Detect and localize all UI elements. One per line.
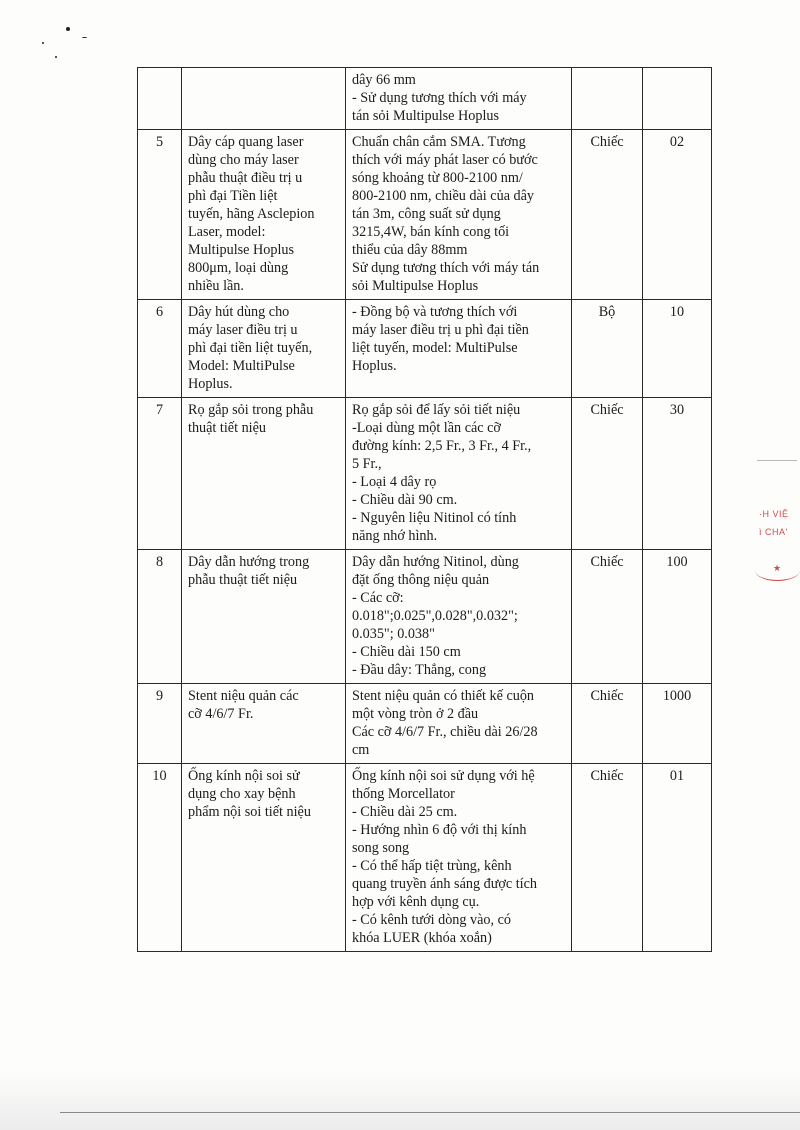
spec-line: 800-2100 nm, chiều dài của dây	[352, 188, 535, 204]
item-name-cell	[182, 764, 346, 952]
unit-cell: Chiếc	[572, 764, 643, 952]
spec-line: dây 66 mm	[352, 72, 416, 88]
table-row	[138, 68, 712, 130]
unit-cell: Chiếc	[572, 398, 643, 550]
quantity-cell: 100	[643, 550, 712, 684]
item-name-line: 800μm, loại dùng	[188, 260, 289, 276]
quantity-cell	[643, 68, 712, 130]
scan-speck	[55, 56, 57, 58]
row-number-cell: 7	[138, 398, 182, 550]
spec-line: - Có thể hấp tiệt trùng, kênh	[352, 858, 512, 874]
item-name-line: thuật tiết niệu	[188, 420, 267, 436]
item-name-line: Stent niệu quản các	[188, 688, 299, 704]
spec-line: - Loại 4 dây rọ	[352, 474, 437, 490]
stamp-star-icon: ★	[773, 563, 782, 573]
item-name-line: phẫu thuật điều trị u	[188, 170, 303, 186]
item-name-line: Multipulse Hoplus	[188, 242, 295, 258]
spec-line: một vòng tròn ở 2 đầu	[352, 706, 479, 722]
item-name-cell	[182, 398, 346, 550]
row-number-cell: 9	[138, 684, 182, 764]
quantity-cell: 30	[643, 398, 712, 550]
spec-line: sỏi Multipulse Hoplus	[352, 278, 479, 294]
spec-line: 5 Fr.,	[352, 456, 382, 472]
spec-line: thích với máy phát laser có bước	[352, 152, 538, 168]
row-number-cell: 6	[138, 300, 182, 398]
item-name-line: Ống kính nội soi sử	[188, 768, 300, 784]
item-name-cell	[182, 68, 346, 130]
item-name-cell	[182, 550, 346, 684]
spec-cell	[346, 300, 572, 398]
table-row	[138, 398, 712, 550]
item-name-line: Laser, model:	[188, 224, 266, 240]
spec-line: - Sử dụng tương thích với máy	[352, 90, 527, 106]
spec-line: Dây dẫn hướng Nitinol, dùng	[352, 554, 519, 570]
unit-cell	[572, 68, 643, 130]
quantity-cell: 02	[643, 130, 712, 300]
quantity-cell: 1000	[643, 684, 712, 764]
spec-line: Ống kính nội soi sử dụng với hệ	[352, 768, 535, 784]
spec-line: Rọ gắp sỏi để lấy sỏi tiết niệu	[352, 402, 521, 418]
spec-line: Chuẩn chân cắm SMA. Tương	[352, 134, 526, 150]
scan-speck	[82, 37, 87, 38]
spec-line: - Đồng bộ và tương thích với	[352, 304, 518, 320]
spec-line: Stent niệu quản có thiết kế cuộn	[352, 688, 535, 704]
item-name-cell	[182, 300, 346, 398]
spec-line: - Chiều dài 150 cm	[352, 644, 461, 660]
item-name-line: máy laser điều trị u	[188, 322, 298, 338]
item-name-line: nhiều lần.	[188, 278, 244, 294]
spec-line: sóng khoảng từ 800-2100 nm/	[352, 170, 523, 186]
spec-cell	[346, 550, 572, 684]
table-row	[138, 684, 712, 764]
item-name-line: Dây dẫn hướng trong	[188, 554, 310, 570]
spec-line: thống Morcellator	[352, 786, 455, 802]
scan-speck	[42, 42, 44, 44]
scan-speck	[66, 27, 70, 31]
item-name-line: Model: MultiPulse	[188, 358, 295, 374]
row-number-cell: 10	[138, 764, 182, 952]
quantity-cell: 01	[643, 764, 712, 952]
spec-line: -Loại dùng một lần các cỡ	[352, 420, 501, 436]
spec-line: thiểu của dây 88mm	[352, 242, 468, 258]
spec-cell	[346, 130, 572, 300]
table-row	[138, 130, 712, 300]
item-name-line: phẩm nội soi tiết niệu	[188, 804, 311, 820]
item-name-line: Rọ gắp sỏi trong phẫu	[188, 402, 314, 418]
unit-cell: Bộ	[572, 300, 643, 398]
item-name-line: phì đại tiền liệt tuyến,	[188, 340, 313, 356]
item-name-line: phì đại Tiền liệt	[188, 188, 278, 204]
table-row	[138, 764, 712, 952]
item-name-line: dùng cho máy laser	[188, 152, 299, 168]
spec-line: cm	[352, 742, 370, 758]
spec-line: Hoplus.	[352, 358, 397, 374]
spec-line: máy laser điều trị u phì đại tiền	[352, 322, 529, 338]
spec-line: đặt ống thông niệu quản	[352, 572, 490, 588]
spec-line: Sử dụng tương thích với máy tán	[352, 260, 540, 276]
spec-line: - Nguyên liệu Nitinol có tính	[352, 510, 517, 526]
spec-line: 0.035"; 0.038"	[352, 626, 435, 642]
quantity-cell: 10	[643, 300, 712, 398]
stamp-text-line1: ·H VIỆ	[759, 509, 789, 519]
item-name-line: Dây hút dùng cho	[188, 304, 290, 320]
table-row	[138, 300, 712, 398]
spec-line: - Đầu dây: Thẳng, cong	[352, 662, 487, 678]
item-name-cell	[182, 684, 346, 764]
row-number-cell: 8	[138, 550, 182, 684]
spec-line: 3215,4W, bán kính cong tối	[352, 224, 510, 240]
spec-cell	[346, 684, 572, 764]
spec-line: khóa LUER (khóa xoắn)	[352, 930, 492, 946]
spec-line: tán 3m, công suất sử dụng	[352, 206, 501, 222]
spec-line: - Các cỡ:	[352, 590, 404, 606]
unit-cell: Chiếc	[572, 684, 643, 764]
item-name-line: Hoplus.	[188, 376, 233, 392]
spec-line: quang truyền ánh sáng được tích	[352, 876, 537, 892]
stamp-text-line2: ì CHA'	[759, 527, 788, 537]
unit-cell: Chiếc	[572, 130, 643, 300]
page-bottom-shade	[0, 1070, 800, 1130]
row-number-cell: 5	[138, 130, 182, 300]
spec-cell	[346, 764, 572, 952]
item-name-line: tuyến, hãng Asclepion	[188, 206, 315, 222]
item-name-line: Dây cáp quang laser	[188, 134, 304, 150]
spec-line: liệt tuyến, model: MultiPulse	[352, 340, 518, 356]
row-number-cell	[138, 68, 182, 130]
spec-line: đường kính: 2,5 Fr., 3 Fr., 4 Fr.,	[352, 438, 532, 454]
unit-cell: Chiếc	[572, 550, 643, 684]
spec-line: - Có kênh tưới dòng vào, có	[352, 912, 512, 928]
item-name-line: dụng cho xay bệnh	[188, 786, 296, 802]
spec-line: năng nhớ hình.	[352, 528, 438, 544]
equipment-spec-table	[137, 67, 712, 952]
spec-line: - Hướng nhìn 6 độ với thị kính	[352, 822, 527, 838]
item-name-line: phẫu thuật tiết niệu	[188, 572, 298, 588]
spec-line: - Chiều dài 25 cm.	[352, 804, 458, 820]
spec-cell	[346, 398, 572, 550]
page-bottom-rule	[60, 1112, 800, 1113]
spec-line: Các cỡ 4/6/7 Fr., chiều dài 26/28	[352, 724, 538, 740]
spec-line: song song	[352, 840, 410, 856]
spec-line: hợp với kênh dụng cụ.	[352, 894, 480, 910]
item-name-cell	[182, 130, 346, 300]
spec-cell	[346, 68, 572, 130]
item-name-line: cỡ 4/6/7 Fr.	[188, 706, 254, 722]
red-seal-stamp	[755, 500, 800, 590]
spec-line: tán sỏi Multipulse Hoplus	[352, 108, 500, 124]
table-row	[138, 550, 712, 684]
spec-line: 0.018";0.025",0.028",0.032";	[352, 608, 518, 624]
spec-line: - Chiều dài 90 cm.	[352, 492, 458, 508]
